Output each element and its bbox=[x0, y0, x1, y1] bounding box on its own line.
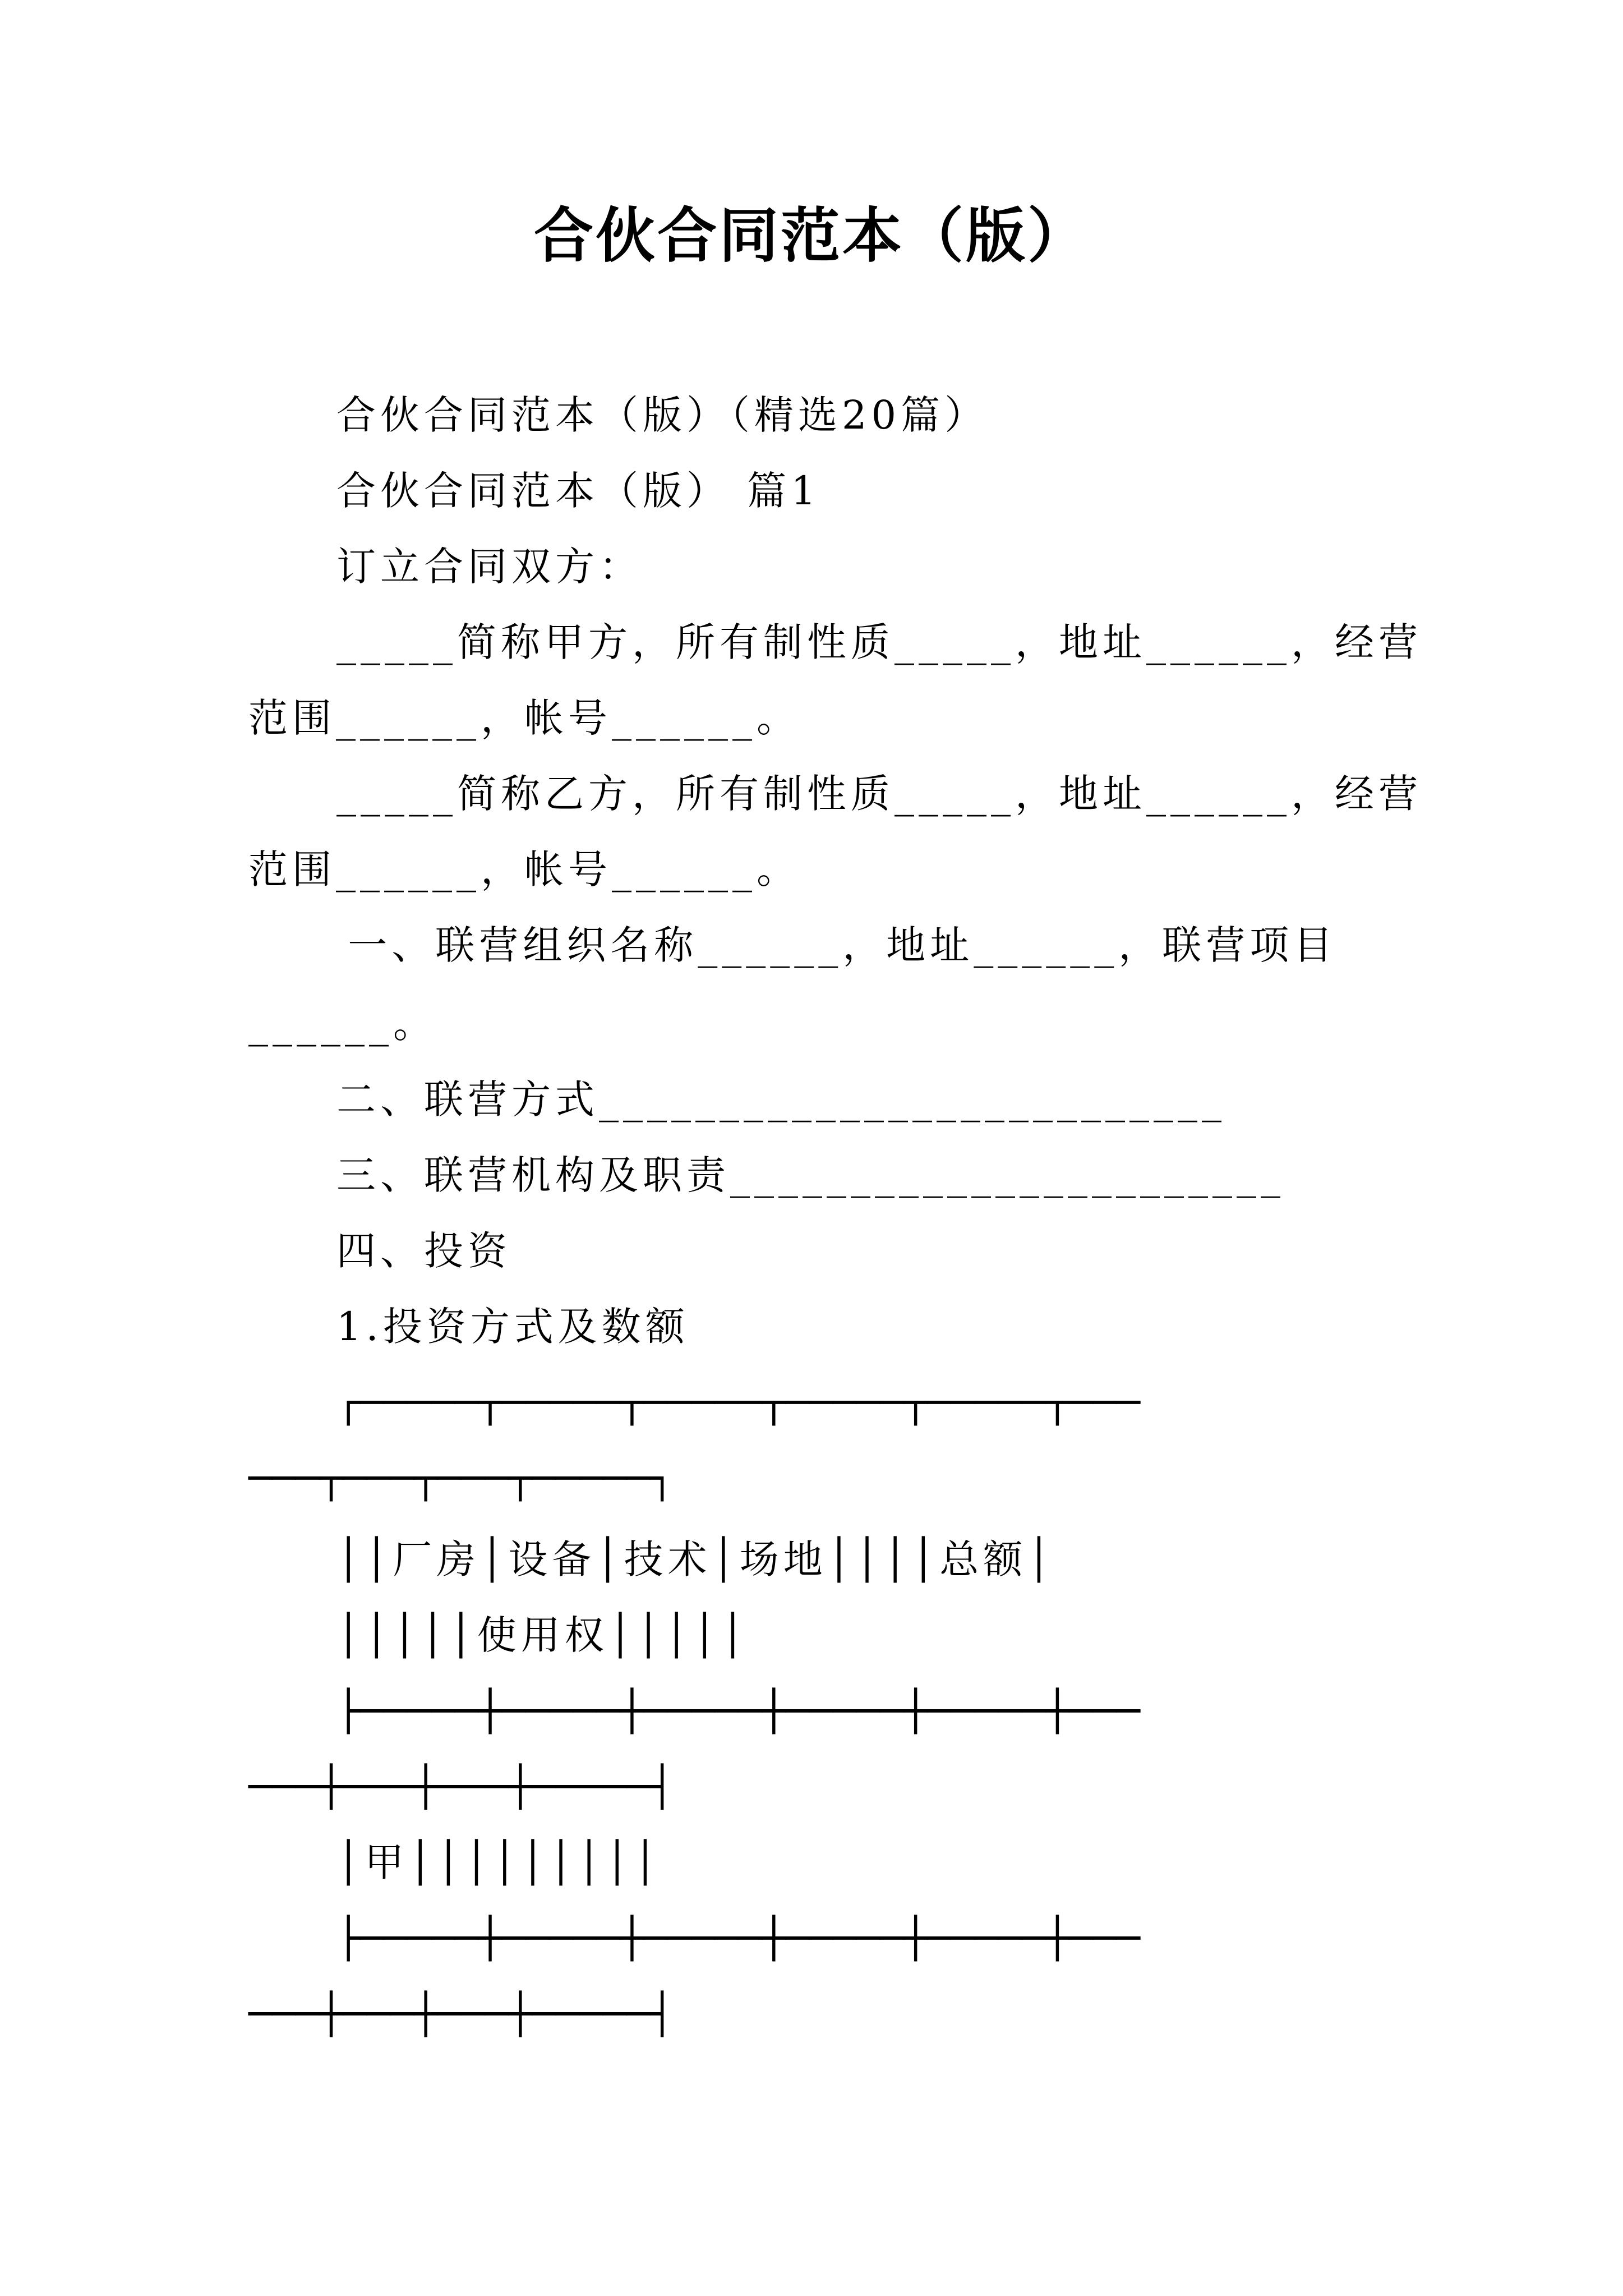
party-b-line-1: _____简称乙方，所有制性质_____，地址______，经营 bbox=[336, 771, 1422, 817]
clause-2-line: 二、联营方式__________________________ bbox=[336, 1076, 1226, 1122]
subtitle-line: 合伙合同范本（版）（精选20篇） bbox=[336, 392, 989, 438]
table-party-a-row: │甲│││││││││ bbox=[336, 1839, 662, 1885]
table-divider-1a: ├─────┼─────┼─────┼─────┼─────┼─── bbox=[336, 1688, 1140, 1734]
clause-1-line-2: ______。 bbox=[248, 1001, 437, 1047]
table-divider-2b: ───┼───┼───┼─────┤ bbox=[248, 1991, 674, 2037]
party-a-line-2: 范围______，帐号______。 bbox=[248, 695, 800, 741]
party-a-line-1: _____简称甲方，所有制性质_____，地址______，经营 bbox=[336, 619, 1422, 665]
clause-4-line: 四、投资 bbox=[336, 1228, 511, 1274]
table-top-border-2: ───┬───┬───┬─────┐ bbox=[248, 1455, 674, 1501]
table-divider-1b: ───┼───┼───┼─────┤ bbox=[248, 1764, 674, 1810]
clause-1-line-1: 一、联营组织名称______，地址______，联营项目 bbox=[331, 922, 1338, 968]
section-heading-line: 合伙合同范本（版） 篇1 bbox=[336, 468, 820, 514]
document-title: 合伙合同范本（版） bbox=[534, 200, 1089, 270]
parties-heading-line: 订立合同双方： bbox=[336, 544, 643, 590]
table-header-row-2: │││││使用权│││││ bbox=[336, 1612, 749, 1658]
clause-3-line: 三、联营机构及职责_______________________ bbox=[336, 1152, 1285, 1198]
table-header-row-1: ││厂房│设备│技术│场地││││总额│ bbox=[336, 1536, 1055, 1582]
table-divider-2a: ├─────┼─────┼─────┼─────┼─────┼─── bbox=[336, 1915, 1140, 1961]
party-b-line-2: 范围______，帐号______。 bbox=[248, 846, 800, 892]
table-top-border-1: ┌─────┬─────┬─────┬─────┬─────┬─── bbox=[336, 1379, 1140, 1425]
investment-heading-line: 1.投资方式及数额 bbox=[336, 1304, 689, 1350]
